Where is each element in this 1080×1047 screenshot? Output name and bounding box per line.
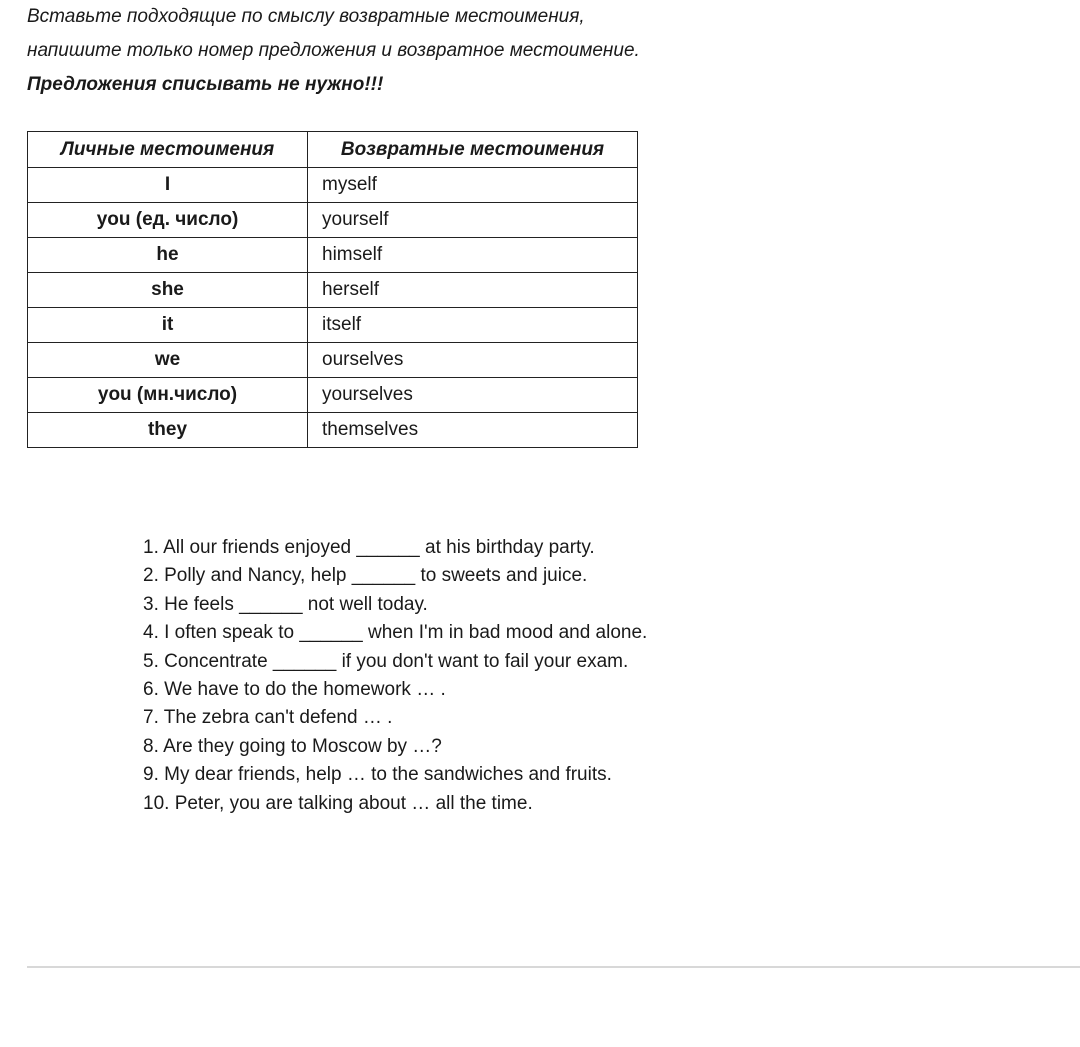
exercise-item: 4. I often speak to ______ when I'm in bad mood and alone. bbox=[143, 622, 648, 644]
instruction-line-2: напишите только номер предложения и возвратное местоимение. bbox=[27, 40, 640, 61]
table-row bbox=[28, 273, 638, 308]
personal-pronoun-cell: she bbox=[28, 273, 308, 308]
reflexive-pronoun-cell: themselves bbox=[308, 413, 638, 448]
header-reflexive-pronouns: Возвратные местоимения bbox=[308, 132, 638, 168]
table-row bbox=[28, 378, 638, 413]
header-personal-pronouns: Личные местоимения bbox=[28, 132, 308, 168]
exercise-item: 1. All our friends enjoyed ______ at his birthday party. bbox=[143, 537, 595, 558]
exercise-item: 7. The zebra can't defend … . bbox=[143, 707, 393, 729]
table-row bbox=[28, 203, 638, 238]
table-row bbox=[28, 238, 638, 273]
table-row bbox=[28, 413, 638, 448]
exercise-item: 8. Are they going to Moscow by …? bbox=[143, 735, 442, 757]
exercise-item: 9. My dear friends, help … to the sandwiches and fruits. bbox=[143, 764, 612, 786]
personal-pronoun-cell: you (мн.число) bbox=[28, 378, 308, 413]
instructions bbox=[27, 0, 1027, 102]
exercise-item: 2. Polly and Nancy, help ______ to sweets and juice. bbox=[143, 565, 588, 587]
table-row bbox=[28, 168, 638, 203]
page-divider bbox=[27, 966, 1080, 968]
personal-pronoun-cell: you (ед. число) bbox=[28, 203, 308, 238]
reflexive-pronoun-cell: himself bbox=[308, 238, 638, 273]
reflexive-pronoun-cell: itself bbox=[308, 308, 638, 343]
exercise-list bbox=[143, 534, 647, 818]
instruction-line-3: Предложения списывать не нужно!!! bbox=[27, 74, 384, 95]
table-row bbox=[28, 308, 638, 343]
exercise-item: 10. Peter, you are talking about … all the time. bbox=[143, 792, 533, 814]
personal-pronoun-cell: we bbox=[28, 343, 308, 378]
table-row bbox=[28, 343, 638, 378]
reflexive-pronoun-cell: ourselves bbox=[308, 343, 638, 378]
exercise-item: 6. We have to do the homework … . bbox=[143, 679, 446, 701]
table-header-row bbox=[28, 132, 638, 168]
reflexive-pronoun-cell: myself bbox=[308, 168, 638, 203]
reflexive-pronoun-cell: yourself bbox=[308, 203, 638, 238]
personal-pronoun-cell: it bbox=[28, 308, 308, 343]
reflexive-pronoun-cell: herself bbox=[308, 273, 638, 308]
instruction-line-1: Вставьте подходящие по смыслу возвратные местоимения, bbox=[27, 6, 585, 27]
personal-pronoun-cell: he bbox=[28, 238, 308, 273]
personal-pronoun-cell: I bbox=[28, 168, 308, 203]
exercise-item: 5. Concentrate ______ if you don't want to fail your exam. bbox=[143, 650, 629, 672]
exercise-item: 3. He feels ______ not well today. bbox=[143, 593, 428, 615]
personal-pronoun-cell: they bbox=[28, 413, 308, 448]
reflexive-pronoun-cell: yourselves bbox=[308, 378, 638, 413]
pronoun-table bbox=[27, 131, 638, 448]
